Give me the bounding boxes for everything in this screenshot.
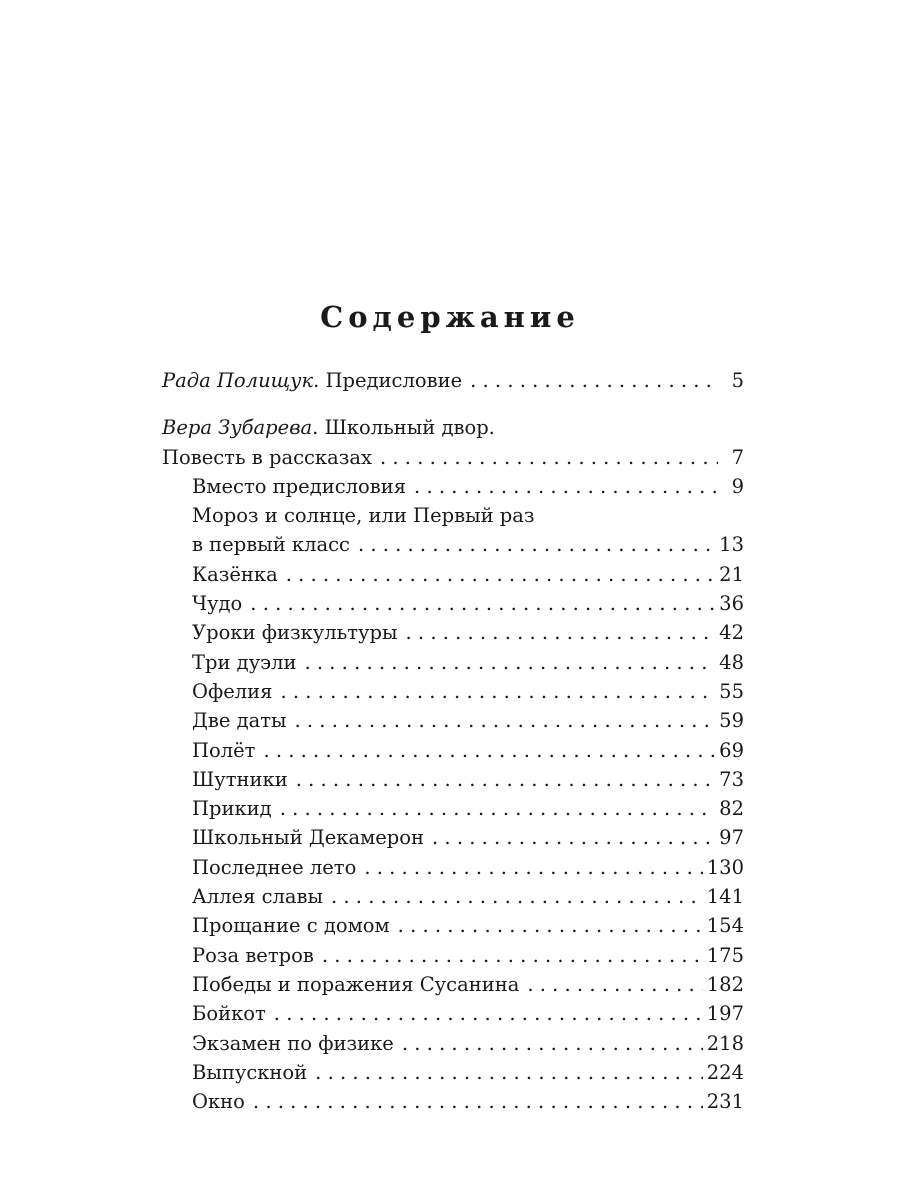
toc-entry: [162, 911, 744, 940]
toc-entry: [162, 501, 744, 530]
toc-entry: [162, 1087, 744, 1116]
toc-title: Уроки физкультуры: [192, 621, 398, 645]
toc-entry-label: [162, 366, 462, 395]
toc-page-number: 82: [719, 797, 744, 821]
dot-leader: [286, 560, 715, 589]
dot-leader: [263, 736, 715, 765]
toc-title: Выпускной: [192, 1060, 308, 1084]
toc-page-number: 9: [731, 474, 744, 498]
dot-leader: [406, 618, 716, 647]
toc-page-number: 69: [719, 738, 744, 762]
toc-title: Шутники: [192, 767, 288, 791]
toc-entry: [162, 1029, 744, 1058]
toc-title: Вместо предисловия: [192, 474, 407, 498]
toc-entry-label: [162, 413, 495, 442]
dot-leader: [322, 941, 703, 970]
toc-page-number: 154: [706, 914, 744, 938]
toc-entry: [162, 560, 744, 589]
toc-title: Полёт: [192, 738, 256, 762]
toc-title: Прощание с домом: [192, 914, 390, 938]
toc-entry: [162, 999, 744, 1028]
dot-leader: [304, 648, 715, 677]
toc-page-number: 13: [719, 533, 744, 557]
toc-page-number: 55: [719, 679, 744, 703]
toc-author: Рада Полищук: [162, 369, 314, 392]
toc-entry: [162, 443, 744, 472]
toc-entry: [162, 589, 744, 618]
toc-page-number: 231: [706, 1090, 744, 1114]
dot-leader: [470, 366, 718, 395]
dot-leader: [402, 1029, 703, 1058]
table-of-contents: [162, 366, 744, 1116]
toc-page-number: 59: [719, 709, 744, 733]
toc-title: в первый класс: [192, 533, 350, 557]
dot-leader: [527, 970, 702, 999]
toc-entry: [162, 618, 744, 647]
toc-entry: [162, 1058, 744, 1087]
dot-leader: [296, 765, 715, 794]
toc-page-number: 130: [706, 855, 744, 879]
toc-entry: [162, 853, 744, 882]
toc-title: . Школьный двор.: [312, 416, 495, 440]
toc-title: Роза ветров: [192, 943, 314, 967]
toc-entry: [162, 765, 744, 794]
toc-page-number: 36: [719, 592, 744, 616]
toc-page-number: 182: [706, 972, 744, 996]
toc-author: Вера Зубарева: [162, 416, 313, 440]
toc-title: Офелия: [192, 679, 273, 703]
toc-entry: [162, 794, 744, 823]
toc-entry: [162, 472, 744, 501]
dot-leader: [364, 853, 702, 882]
toc-page-number: 97: [719, 826, 744, 850]
dot-leader: [253, 1087, 703, 1116]
toc-page-number: 73: [719, 767, 744, 791]
toc-entry: [162, 530, 744, 559]
page-title: Содержание: [320, 300, 580, 334]
toc-page-number: 5: [731, 369, 744, 392]
toc-page-number: 175: [706, 943, 744, 967]
toc-title: Две даты: [192, 709, 287, 733]
toc-page-number: 197: [706, 1002, 744, 1026]
toc-page-number: 224: [706, 1060, 744, 1084]
dot-leader: [274, 999, 703, 1028]
toc-title: . Предисловие: [313, 369, 463, 392]
dot-leader: [280, 677, 715, 706]
toc-title: Прикид: [192, 797, 272, 821]
toc-title: Чудо: [192, 592, 243, 616]
toc-entry: [162, 706, 744, 735]
toc-page-number: 42: [719, 621, 744, 645]
toc-title: Окно: [192, 1090, 245, 1114]
toc-entry: [162, 882, 744, 911]
dot-leader: [295, 706, 716, 735]
toc-title: Школьный Декамерон: [192, 826, 425, 850]
toc-title: Бойкот: [192, 1002, 266, 1026]
toc-title: Мороз и солнце, или Первый раз: [192, 504, 535, 528]
toc-entry: [162, 970, 744, 999]
toc-title: Аллея славы: [192, 885, 324, 909]
toc-entry: [162, 736, 744, 765]
toc-page-number: 48: [719, 650, 744, 674]
toc-page-number: 218: [706, 1031, 744, 1055]
toc-entry: [162, 366, 744, 395]
toc-page-number: 141: [706, 885, 744, 909]
dot-leader: [331, 882, 703, 911]
toc-entry: [162, 941, 744, 970]
dot-leader: [432, 823, 715, 852]
toc-page-number: 21: [719, 562, 744, 586]
toc-title: Победы и поражения Сусанина: [192, 972, 520, 996]
dot-leader: [315, 1058, 703, 1087]
dot-leader: [380, 443, 718, 472]
dot-leader: [358, 530, 715, 559]
dot-leader: [280, 794, 715, 823]
toc-entry: [162, 823, 744, 852]
toc-page-number: 7: [731, 445, 744, 469]
toc-title: Последнее лето: [192, 855, 357, 879]
toc-title: Экзамен по физике: [192, 1031, 394, 1055]
toc-entry: [162, 413, 744, 442]
dot-leader: [250, 589, 715, 618]
toc-title: Повесть в рассказах: [162, 445, 372, 469]
toc-title: Казёнка: [192, 562, 278, 586]
toc-title: Три дуэли: [192, 650, 297, 674]
dot-leader: [414, 472, 718, 501]
toc-entry: [162, 677, 744, 706]
dot-leader: [398, 911, 703, 940]
toc-entry: [162, 648, 744, 677]
